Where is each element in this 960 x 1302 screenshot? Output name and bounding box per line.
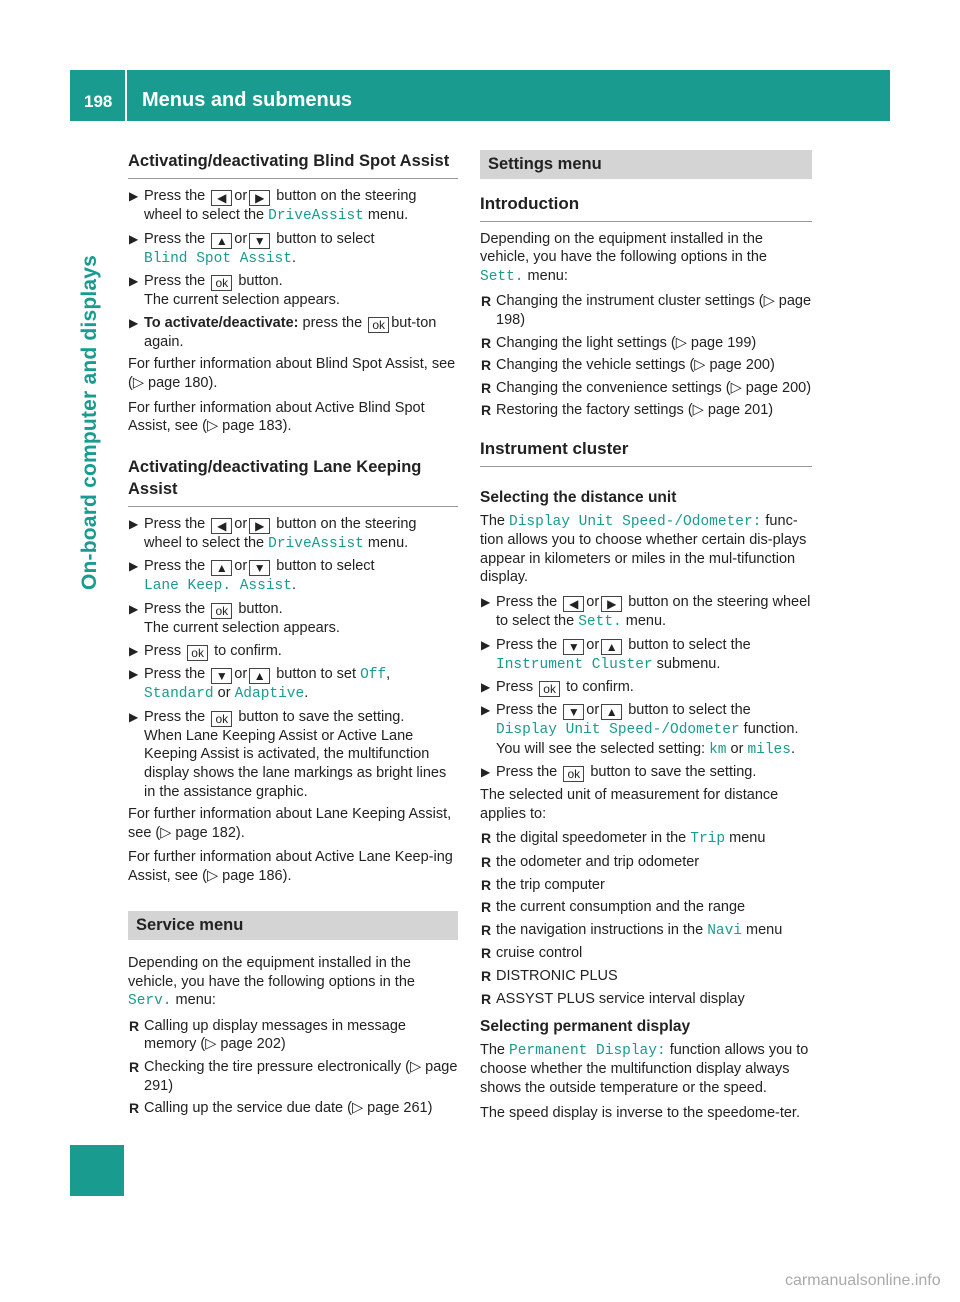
up-key-icon: ▲ <box>601 639 622 655</box>
page-header <box>70 70 890 121</box>
bullet-icon: R <box>481 899 492 916</box>
up-key-icon: ▲ <box>601 704 622 720</box>
step: ▶ Press the ok button. The current selection appears. <box>129 600 340 636</box>
right-key-icon: ▶ <box>249 190 270 206</box>
menu-code: DriveAssist <box>268 535 364 552</box>
menu-code: Instrument Cluster <box>496 656 653 673</box>
menu-code: Permanent Display: <box>509 1042 666 1059</box>
step-arrow-icon: ▶ <box>129 559 139 574</box>
step-arrow-icon: ▶ <box>129 709 139 724</box>
up-key-icon: ▲ <box>211 233 232 249</box>
step-arrow-icon: ▶ <box>129 315 139 330</box>
step: ▶ Press the ok button to save the setting. When Lane Keeping Assist or Active Lane Keeping Assist is activated, the multifunction display shows the lane markings as bright lines in the assistance graphic. <box>129 708 447 800</box>
permanent-display-heading: Selecting permanent display <box>480 1018 691 1036</box>
page-number: 198 <box>84 92 113 111</box>
step-arrow-icon: ▶ <box>129 516 139 531</box>
list-item: R the digital speedometer in the Trip menu <box>481 830 766 848</box>
bullet-icon: R <box>481 876 492 893</box>
paragraph: Depending on the equipment installed in the vehicle, you have the following options in the Sett. menu: <box>480 230 767 285</box>
section-label: On-board computer and displays <box>78 254 101 590</box>
lane-keeping-heading: Activating/deactivating Lane Keeping Assist <box>128 456 458 507</box>
list-item: R Changing the vehicle settings (▷ page 200) <box>481 357 775 374</box>
menu-code: Display Unit Speed-/Odometer <box>496 722 740 739</box>
down-key-icon: ▼ <box>249 233 270 249</box>
step-arrow-icon: ▶ <box>129 231 139 246</box>
bullet-icon: R <box>481 379 492 396</box>
blind-spot-heading: Activating/deactivating Blind Spot Assist <box>128 150 458 179</box>
ok-key-icon: ok <box>211 711 232 727</box>
left-column <box>128 150 458 1122</box>
step-arrow-icon: ▶ <box>129 643 139 658</box>
right-key-icon: ▶ <box>601 596 622 612</box>
paragraph: For further information about Lane Keeping Assist, see (▷ page 182). <box>128 806 452 841</box>
list-item: R Changing the convenience settings (▷ page 200) <box>481 379 812 396</box>
bullet-icon: R <box>481 854 492 871</box>
menu-code: Off <box>360 666 387 683</box>
paragraph: The Display Unit Speed-/Odometer: func-tion allows you to choose whether certain dis-plays appear in kilometers or miles in the mul-tifunction display. <box>480 512 807 586</box>
list-item: R the trip computer <box>481 876 605 893</box>
menu-code: Blind Spot Assist <box>144 250 292 267</box>
ok-key-icon: ok <box>563 766 584 782</box>
right-column <box>480 150 812 1128</box>
down-key-icon: ▼ <box>249 560 270 576</box>
step: ▶ Press the ▼ or ▲ button to select the Display Unit Speed-/Odometer function. You will see the selected setting: km or miles. <box>481 702 799 758</box>
step: ▶ Press the ▲ or ▼ button to select Lane Keep. Assist. <box>129 558 375 595</box>
step-arrow-icon: ▶ <box>481 765 491 780</box>
step-arrow-icon: ▶ <box>129 601 139 616</box>
list-item: R Calling up display messages in message memory (▷ page 202) <box>129 1017 406 1053</box>
instrument-cluster-heading: Instrument cluster <box>480 438 812 467</box>
step: ▶ Press the ◀ or ▶ button on the steering wheel to select the DriveAssist menu. <box>129 188 417 224</box>
step: ▶ Press ok to confirm. <box>129 642 282 660</box>
list-item: R ASSYST PLUS service interval display <box>481 990 745 1007</box>
step: ▶ Press ok to confirm. <box>481 679 634 697</box>
step: ▶ Press the ▼ or ▲ button to set Off, Standard or Adaptive. <box>129 665 391 703</box>
step: ▶ Press the ◀ or ▶ button on the steering wheel to select the Sett. menu. <box>481 593 811 630</box>
step: ▶ Press the ◀ or ▶ button on the steering wheel to select the DriveAssist menu. <box>129 515 417 552</box>
down-key-icon: ▼ <box>211 668 232 684</box>
bullet-icon: R <box>481 990 492 1007</box>
step-arrow-icon: ▶ <box>481 680 491 695</box>
distance-unit-heading: Selecting the distance unit <box>480 488 677 506</box>
left-key-icon: ◀ <box>563 596 584 612</box>
list-item: R the odometer and trip odometer <box>481 854 700 871</box>
step: ▶ Press the ▲ or ▼ button to select Blind Spot Assist. <box>129 230 375 267</box>
list-item: R Changing the light settings (▷ page 199) <box>481 334 757 351</box>
ok-key-icon: ok <box>368 317 389 333</box>
ok-key-icon: ok <box>187 645 208 661</box>
step: ▶ Press the ok button to save the setting. <box>481 764 757 782</box>
bullet-icon: R <box>481 945 492 962</box>
ok-key-icon: ok <box>539 681 560 697</box>
list-item: R Restoring the factory settings (▷ page 201) <box>481 402 774 419</box>
step: ▶ Press the ok button. The current selection appears. <box>129 273 340 309</box>
bullet-icon: R <box>481 334 492 351</box>
bullet-icon: R <box>129 1059 140 1076</box>
section-marker <box>70 1145 124 1196</box>
down-key-icon: ▼ <box>563 704 584 720</box>
bullet-icon: R <box>481 293 492 310</box>
paragraph: The selected unit of measurement for distance applies to: <box>480 787 779 822</box>
settings-menu-heading: Settings menu <box>480 150 812 179</box>
up-key-icon: ▲ <box>211 560 232 576</box>
list-item: R the current consumption and the range <box>481 899 746 916</box>
right-key-icon: ▶ <box>249 518 270 534</box>
menu-code: Adaptive <box>234 686 305 703</box>
step: ▶ Press the ▼ or ▲ button to select the Instrument Cluster submenu. <box>481 636 751 673</box>
step-arrow-icon: ▶ <box>129 666 139 681</box>
list-item: R Calling up the service due date (▷ page 261) <box>129 1100 433 1117</box>
menu-code: Sett. <box>578 613 622 630</box>
menu-code: DriveAssist <box>268 208 364 224</box>
paragraph: The speed display is inverse to the speedome-ter. <box>480 1104 800 1121</box>
list-item: R Checking the tire pressure electronically (▷ page 291) <box>129 1059 458 1094</box>
bullet-icon: R <box>481 357 492 374</box>
left-key-icon: ◀ <box>211 518 232 534</box>
list-item: R DISTRONIC PLUS <box>481 968 618 985</box>
menu-code: miles <box>747 741 791 758</box>
bullet-icon: R <box>129 1017 140 1034</box>
step-arrow-icon: ▶ <box>129 274 139 289</box>
introduction-heading: Introduction <box>480 193 812 222</box>
paragraph: For further information about Active Lane Keep-ing Assist, see (▷ page 186). <box>128 849 453 884</box>
watermark: carmanualsonline.info <box>785 1272 941 1289</box>
step-arrow-icon: ▶ <box>481 703 491 718</box>
header-divider <box>125 70 127 121</box>
list-item: R the navigation instructions in the Navi menu <box>481 921 783 939</box>
paragraph: The Permanent Display: function allows you to choose whether the multifunction display always shows the outside temperature or the speed. <box>480 1041 809 1096</box>
bullet-icon: R <box>481 402 492 419</box>
menu-code: km <box>709 741 727 758</box>
step: ▶ To activate/deactivate: press the ok but-ton again. <box>129 314 437 350</box>
bullet-icon: R <box>129 1100 140 1117</box>
menu-code: Display Unit Speed-/Odometer: <box>509 513 762 530</box>
ok-key-icon: ok <box>211 603 232 619</box>
menu-code: Serv. <box>128 993 172 1010</box>
page-title: Menus and submenus <box>142 89 353 111</box>
bullet-icon: R <box>481 921 492 938</box>
bullet-icon: R <box>481 968 492 985</box>
left-key-icon: ◀ <box>211 190 232 206</box>
list-item: R Changing the instrument cluster settings (▷ page 198) <box>481 293 812 328</box>
list-item: R cruise control <box>481 945 583 962</box>
menu-code: Sett. <box>480 268 524 285</box>
step-arrow-icon: ▶ <box>481 637 491 652</box>
ok-key-icon: ok <box>211 275 232 291</box>
paragraph: For further information about Blind Spot Assist, see (▷ page 180). <box>128 356 456 391</box>
step-arrow-icon: ▶ <box>129 189 139 203</box>
menu-code: Navi <box>707 922 742 939</box>
bullet-icon: R <box>481 830 492 847</box>
service-menu-heading: Service menu <box>128 911 458 940</box>
menu-code: Trip <box>690 831 726 848</box>
down-key-icon: ▼ <box>563 639 584 655</box>
paragraph: For further information about Active Blind Spot Assist, see (▷ page 183). <box>128 399 425 435</box>
up-key-icon: ▲ <box>249 668 270 684</box>
menu-code: Standard <box>144 686 214 703</box>
paragraph: Depending on the equipment installed in the vehicle, you have the following options in the Serv. menu: <box>128 955 415 1010</box>
step-arrow-icon: ▶ <box>481 594 491 609</box>
menu-code: Lane Keep. Assist <box>144 578 292 595</box>
